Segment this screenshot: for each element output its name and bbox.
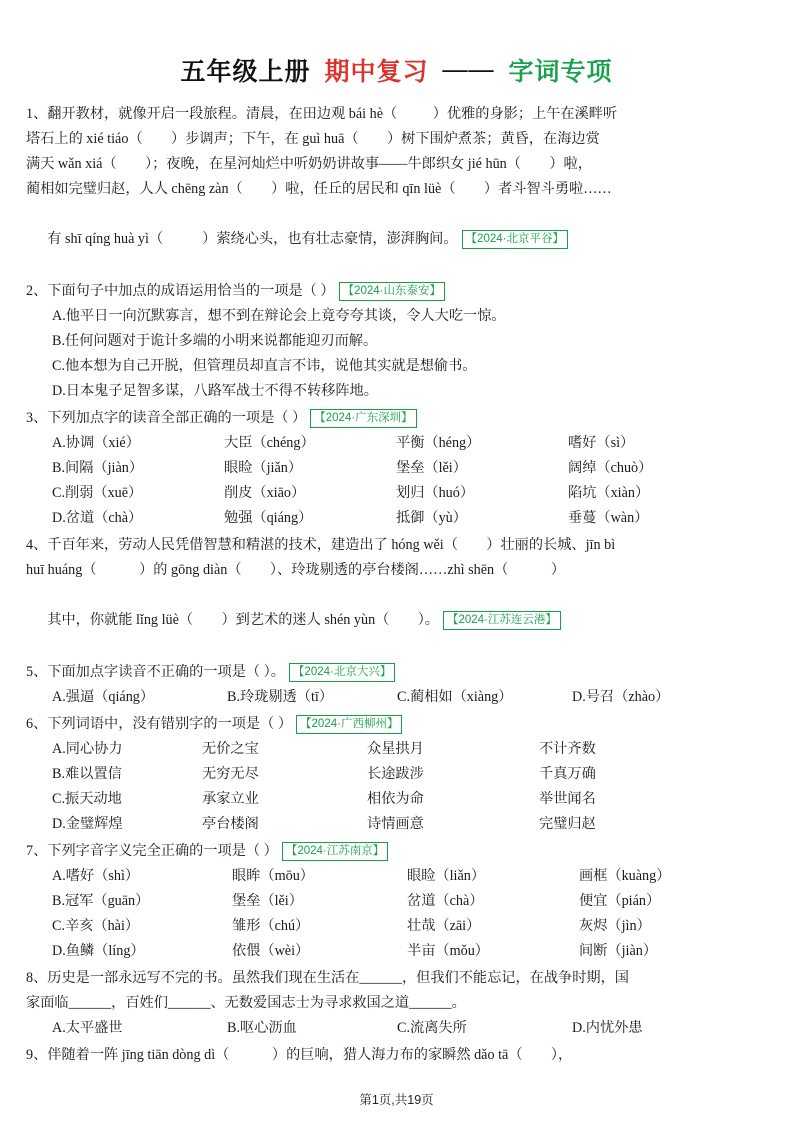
- option-b1[interactable]: B.冠军（guān）: [52, 893, 150, 909]
- option-b[interactable]: B.玲珑剔透（tī）: [227, 689, 334, 705]
- option-b4[interactable]: 便宜（pián）: [579, 893, 661, 909]
- option-d4[interactable]: 间断（jiàn）: [579, 943, 658, 959]
- question-8-options: [26, 1016, 767, 1041]
- question-3: [26, 406, 767, 531]
- question-1-line-2: 塔石上的 xié tiáo（ ）步调声；下午，在 guì huā（ ）树下围炉煮茶；黄昏，在海边赏: [26, 131, 600, 147]
- option-c1[interactable]: C.振天动地: [52, 791, 122, 807]
- option-a[interactable]: A.太平盛世: [52, 1020, 123, 1036]
- option-c4[interactable]: 陷坑（xiàn）: [568, 485, 650, 501]
- option-d3[interactable]: 半亩（mǒu）: [407, 943, 489, 959]
- option-b2[interactable]: 无穷无尽: [202, 766, 259, 782]
- question-8-line-1: 8、历史是一部永远写不完的书。虽然我们现在生活在______，但我们不能忘记，在战争时期，国: [26, 970, 629, 986]
- source-tag-4: 【2024·江苏连云港】: [443, 611, 561, 630]
- question-7-stem-text: 7、下列字音字义完全正确的一项是（ ）: [26, 843, 278, 859]
- option-c2[interactable]: 承家立业: [202, 791, 259, 807]
- question-6-options: [26, 737, 767, 837]
- option-c2[interactable]: 削皮（xiāo）: [224, 485, 306, 501]
- title-subtopic: 字词专项: [508, 59, 613, 86]
- option-d1[interactable]: D.鱼鳞（líng）: [52, 943, 145, 959]
- question-1-line-3: 满天 wǎn xiá（ ）；夜晚，在星河灿烂中听奶奶讲故事——牛郎织女 jié hūn（ ）啦，: [26, 156, 592, 172]
- question-3-stem: [26, 406, 767, 431]
- question-5-stem-text: 5、下面加点字读音不正确的一项是（ ）。: [26, 664, 285, 680]
- question-4-line-3-text: 其中，你就能 lǐng lüè（ ）到艺术的迷人 shén yùn（ ）。: [47, 612, 439, 628]
- question-7: [26, 839, 767, 964]
- question-4-line-3: [26, 583, 767, 658]
- option-d4[interactable]: 垂蔓（wàn）: [568, 510, 649, 526]
- question-8: [26, 966, 767, 1041]
- option-a1[interactable]: A.嗜好（shì）: [52, 868, 140, 884]
- option-b3[interactable]: 堡垒（lěi）: [396, 460, 467, 476]
- question-7-stem: [26, 839, 767, 864]
- option-c4[interactable]: 灰烬（jìn）: [579, 918, 651, 934]
- question-6-stem-text: 6、下列词语中，没有错别字的一项是（ ）: [26, 716, 293, 732]
- option-a4[interactable]: 不计齐数: [539, 741, 596, 757]
- source-tag-6: 【2024·广西柳州】: [296, 715, 402, 734]
- source-tag-7: 【2024·江苏南京】: [282, 842, 388, 861]
- question-2-options: [26, 304, 767, 404]
- option-d[interactable]: D.日本鬼子足智多谋，八路军战士不得不转移阵地。: [52, 383, 378, 399]
- option-c3[interactable]: 相依为命: [367, 791, 424, 807]
- option-c1[interactable]: C.削弱（xuē）: [52, 485, 143, 501]
- question-5-stem: [26, 660, 767, 685]
- option-d3[interactable]: 诗情画意: [367, 816, 424, 832]
- question-2-stem: [26, 279, 767, 304]
- option-a2[interactable]: 眼眸（mōu）: [232, 868, 314, 884]
- option-c1[interactable]: C.辛亥（hài）: [52, 918, 140, 934]
- option-b4[interactable]: 千真万确: [539, 766, 596, 782]
- question-4-line-2: huī huáng（ ）的 gōng diàn（ ）、玲珑剔透的亭台楼阁……zhì shēn（ ）: [26, 562, 566, 578]
- title-topic: 期中复习: [324, 59, 429, 86]
- question-6: [26, 712, 767, 837]
- option-a2[interactable]: 无价之宝: [202, 741, 259, 757]
- option-a1[interactable]: A.同心协力: [52, 741, 123, 757]
- question-6-stem: [26, 712, 767, 737]
- option-b2[interactable]: 眼睑（jiǎn）: [224, 460, 303, 476]
- option-b3[interactable]: 岔道（chà）: [407, 893, 484, 909]
- option-a3[interactable]: 平衡（héng）: [396, 435, 481, 451]
- option-b4[interactable]: 阔绰（chuò）: [568, 460, 653, 476]
- option-a4[interactable]: 画框（kuàng）: [579, 868, 671, 884]
- option-b1[interactable]: B.难以置信: [52, 766, 122, 782]
- source-tag-3: 【2024·广东深圳】: [310, 409, 416, 428]
- question-8-line-2: 家面临______，百姓们______、无数爱国志士为寻求救国之道______。: [26, 995, 466, 1011]
- option-c3[interactable]: 划归（huó）: [396, 485, 475, 501]
- option-a1[interactable]: A.协调（xié）: [52, 435, 140, 451]
- option-d1[interactable]: D.金璧辉煌: [52, 816, 123, 832]
- option-d2[interactable]: 依偎（wèi）: [232, 943, 310, 959]
- option-a[interactable]: A.强逼（qiáng）: [52, 689, 155, 705]
- option-b1[interactable]: B.间隔（jiàn）: [52, 460, 144, 476]
- question-2: [26, 279, 767, 404]
- question-1-line-5-text: 有 shī qíng huà yì（ ）萦绕心头，也有壮志豪情，澎湃胸间。: [47, 231, 458, 247]
- page-footer: 第1页,共19页: [359, 1093, 434, 1107]
- question-7-options: [26, 864, 767, 964]
- option-a3[interactable]: 众星拱月: [367, 741, 424, 757]
- question-9-line-1: 9、伴随着一阵 jīng tiān dòng dì（ ）的巨响，猎人海力布的家瞬然 dǎo tā（ ），: [26, 1047, 573, 1063]
- option-c3[interactable]: 壮哉（zāi）: [407, 918, 481, 934]
- question-4: [26, 533, 767, 658]
- option-d3[interactable]: 抵御（yù）: [396, 510, 467, 526]
- option-b2[interactable]: 堡垒（lěi）: [232, 893, 303, 909]
- question-4-line-1: 4、千百年来，劳动人民凭借智慧和精湛的技术，建造出了 hóng wěi（ ）壮丽的长城、jīn bì: [26, 537, 616, 553]
- question-5-options: [26, 685, 767, 710]
- question-1-line-4: 蔺相如完璧归赵，人人 chēng zàn（ ）啦，任丘的居民和 qīn lüè（ ）者斗智斗勇啦……: [26, 181, 612, 197]
- title-grade: 五年级上册: [180, 59, 311, 86]
- option-a3[interactable]: 眼睑（liǎn）: [407, 868, 486, 884]
- option-c4[interactable]: 举世闻名: [539, 791, 596, 807]
- option-b3[interactable]: 长途跋涉: [367, 766, 424, 782]
- option-b[interactable]: B.任何问题对于诡计多端的小明来说都能迎刃而解。: [52, 333, 378, 349]
- option-d2[interactable]: 勉强（qiáng）: [224, 510, 313, 526]
- question-1-line-1: 1、翻开教材，就像开启一段旅程。清晨，在田边观 bái hè（ ）优雅的身影；上午在溪畔听: [26, 106, 618, 122]
- option-c2[interactable]: 雏形（chú）: [232, 918, 310, 934]
- question-5: [26, 660, 767, 710]
- question-1: [26, 102, 767, 277]
- title-dash: ——: [442, 56, 495, 83]
- option-c[interactable]: C.蔺相如（xiàng）: [397, 689, 513, 705]
- option-d[interactable]: D.号召（zhào）: [572, 689, 670, 705]
- question-2-stem-text: 2、下面句子中加点的成语运用恰当的一项是（ ）: [26, 283, 335, 299]
- option-a2[interactable]: 大臣（chéng）: [224, 435, 315, 451]
- source-tag-5: 【2024·北京大兴】: [289, 663, 395, 682]
- page-title: [26, 52, 767, 88]
- option-d4[interactable]: 完璧归赵: [539, 816, 596, 832]
- question-9: [26, 1043, 767, 1068]
- option-a4[interactable]: 嗜好（sì）: [568, 435, 635, 451]
- question-3-stem-text: 3、下列加点字的读音全部正确的一项是（ ）: [26, 410, 307, 426]
- source-tag-2: 【2024·山东泰安】: [339, 282, 445, 301]
- option-d2[interactable]: 亭台楼阁: [202, 816, 259, 832]
- option-c[interactable]: C.流离失所: [397, 1020, 467, 1036]
- question-3-options: [26, 431, 767, 531]
- option-a[interactable]: A.他平日一向沉默寡言，想不到在辩论会上竟夸夸其谈，令人大吃一惊。: [52, 308, 506, 324]
- question-1-line-5: [26, 202, 767, 277]
- source-tag-1: 【2024·北京平谷】: [462, 230, 568, 249]
- option-d1[interactable]: D.岔道（chà）: [52, 510, 143, 526]
- option-b[interactable]: B.呕心沥血: [227, 1020, 297, 1036]
- option-c[interactable]: C.他本想为自己开脱，但管理员却直言不讳，说他其实就是想偷书。: [52, 358, 477, 374]
- option-d[interactable]: D.内忧外患: [572, 1020, 643, 1036]
